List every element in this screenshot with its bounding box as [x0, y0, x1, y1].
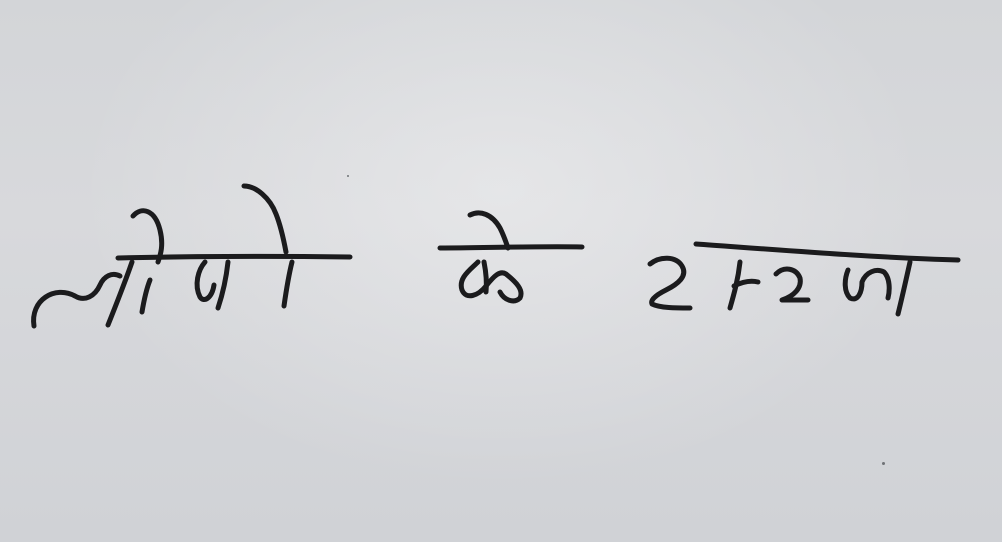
handwritten-word-ke: [440, 213, 582, 301]
paper-speck: [882, 462, 885, 465]
handwritten-word-sharan: [650, 244, 958, 314]
paper-speck: [347, 175, 349, 177]
handwritten-word-logo: [34, 186, 350, 326]
